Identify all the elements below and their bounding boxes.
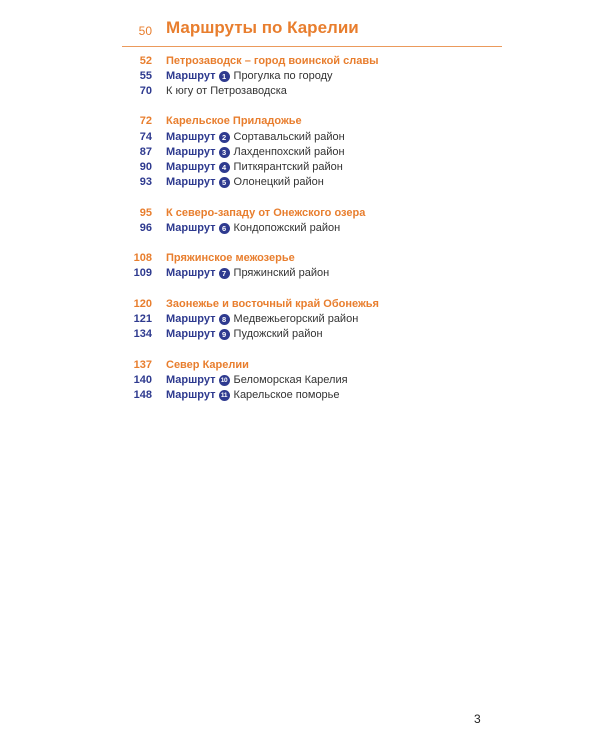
toc-entry <box>0 69 600 84</box>
section-title: Петрозаводск – город воинской славы <box>166 55 379 67</box>
entry-page: 70 <box>139 85 152 97</box>
section-title: Север Карелии <box>166 359 249 371</box>
section-page: 72 <box>139 115 152 127</box>
toc-entry <box>0 388 600 403</box>
section-page: 95 <box>139 207 152 219</box>
route-word: Маршрут <box>166 267 216 279</box>
entry-page: 93 <box>139 176 152 188</box>
route-number-badge: 8 <box>219 314 230 325</box>
toc-section <box>0 251 600 266</box>
section-page: 137 <box>133 359 152 371</box>
route-word: Маршрут <box>166 131 216 143</box>
toc-entry <box>0 160 600 175</box>
route-number-badge: 2 <box>219 132 230 143</box>
page-number: 3 <box>474 712 481 726</box>
toc-entry <box>0 145 600 160</box>
entry-page: 90 <box>139 161 152 173</box>
toc-section <box>0 297 600 312</box>
entry-label: Беломорская Карелия <box>233 374 348 386</box>
route-word: Маршрут <box>166 70 216 82</box>
route-word: Маршрут <box>166 374 216 386</box>
route-number-badge: 11 <box>219 390 230 401</box>
entry-label: Лахденпохский район <box>233 146 345 158</box>
route-number-badge: 3 <box>219 147 230 158</box>
entry-label: Пряжинский район <box>233 267 330 279</box>
entry-page: 134 <box>133 328 152 340</box>
entry-page: 121 <box>133 313 152 325</box>
toc-entry <box>0 327 600 342</box>
toc-heading-title: Маршруты по Карелии <box>166 18 359 37</box>
toc-entry <box>0 130 600 145</box>
section-page: 52 <box>139 55 152 67</box>
toc-entry <box>0 84 600 99</box>
section-page: 108 <box>133 252 152 264</box>
route-word: Маршрут <box>166 313 216 325</box>
entry-page: 74 <box>139 131 152 143</box>
toc-entry <box>0 175 600 190</box>
route-number-badge: 6 <box>219 223 230 234</box>
entry-label: Пудожский район <box>233 328 323 340</box>
entry-page: 140 <box>133 374 152 386</box>
entry-label: Кондопожский район <box>233 222 341 234</box>
entry-label: Прогулка по городу <box>233 70 333 82</box>
entry-label: Карельское поморье <box>233 389 340 401</box>
entry-label: Медвежьегорский район <box>233 313 359 325</box>
entry-label: Олонецкий район <box>233 176 324 188</box>
toc-section <box>0 114 600 129</box>
route-number-badge: 5 <box>219 177 230 188</box>
toc-section <box>0 54 600 69</box>
route-number-badge: 1 <box>219 71 230 82</box>
entry-label: Сортавальский район <box>233 131 345 143</box>
section-title: Пряжинское межозерье <box>166 252 295 264</box>
section-title: К северо-западу от Онежского озера <box>166 207 366 219</box>
entry-page: 109 <box>133 267 152 279</box>
toc-heading-page: 50 <box>138 24 152 38</box>
toc-entry <box>0 312 600 327</box>
entry-page: 148 <box>133 389 152 401</box>
route-number-badge: 4 <box>219 162 230 173</box>
entry-page: 87 <box>139 146 152 158</box>
route-word: Маршрут <box>166 176 216 188</box>
entry-label: К югу от Петрозаводска <box>166 85 287 97</box>
route-number-badge: 7 <box>219 268 230 279</box>
toc-entry <box>0 221 600 236</box>
route-word: Маршрут <box>166 389 216 401</box>
entry-page: 55 <box>139 70 152 82</box>
route-word: Маршрут <box>166 328 216 340</box>
section-title: Карельское Приладожье <box>166 115 302 127</box>
route-number-badge: 10 <box>219 375 230 386</box>
route-word: Маршрут <box>166 222 216 234</box>
toc-entry <box>0 266 600 281</box>
section-title: Заонежье и восточный край Обонежья <box>166 298 379 310</box>
route-word: Маршрут <box>166 146 216 158</box>
toc-section <box>0 358 600 373</box>
toc-section <box>0 206 600 221</box>
section-page: 120 <box>133 298 152 310</box>
route-word: Маршрут <box>166 161 216 173</box>
toc-entry <box>0 373 600 388</box>
entry-page: 96 <box>139 222 152 234</box>
route-number-badge: 9 <box>219 329 230 340</box>
entry-label: Питкярантский район <box>233 161 343 173</box>
toc-heading <box>0 18 600 44</box>
heading-divider <box>122 46 502 47</box>
